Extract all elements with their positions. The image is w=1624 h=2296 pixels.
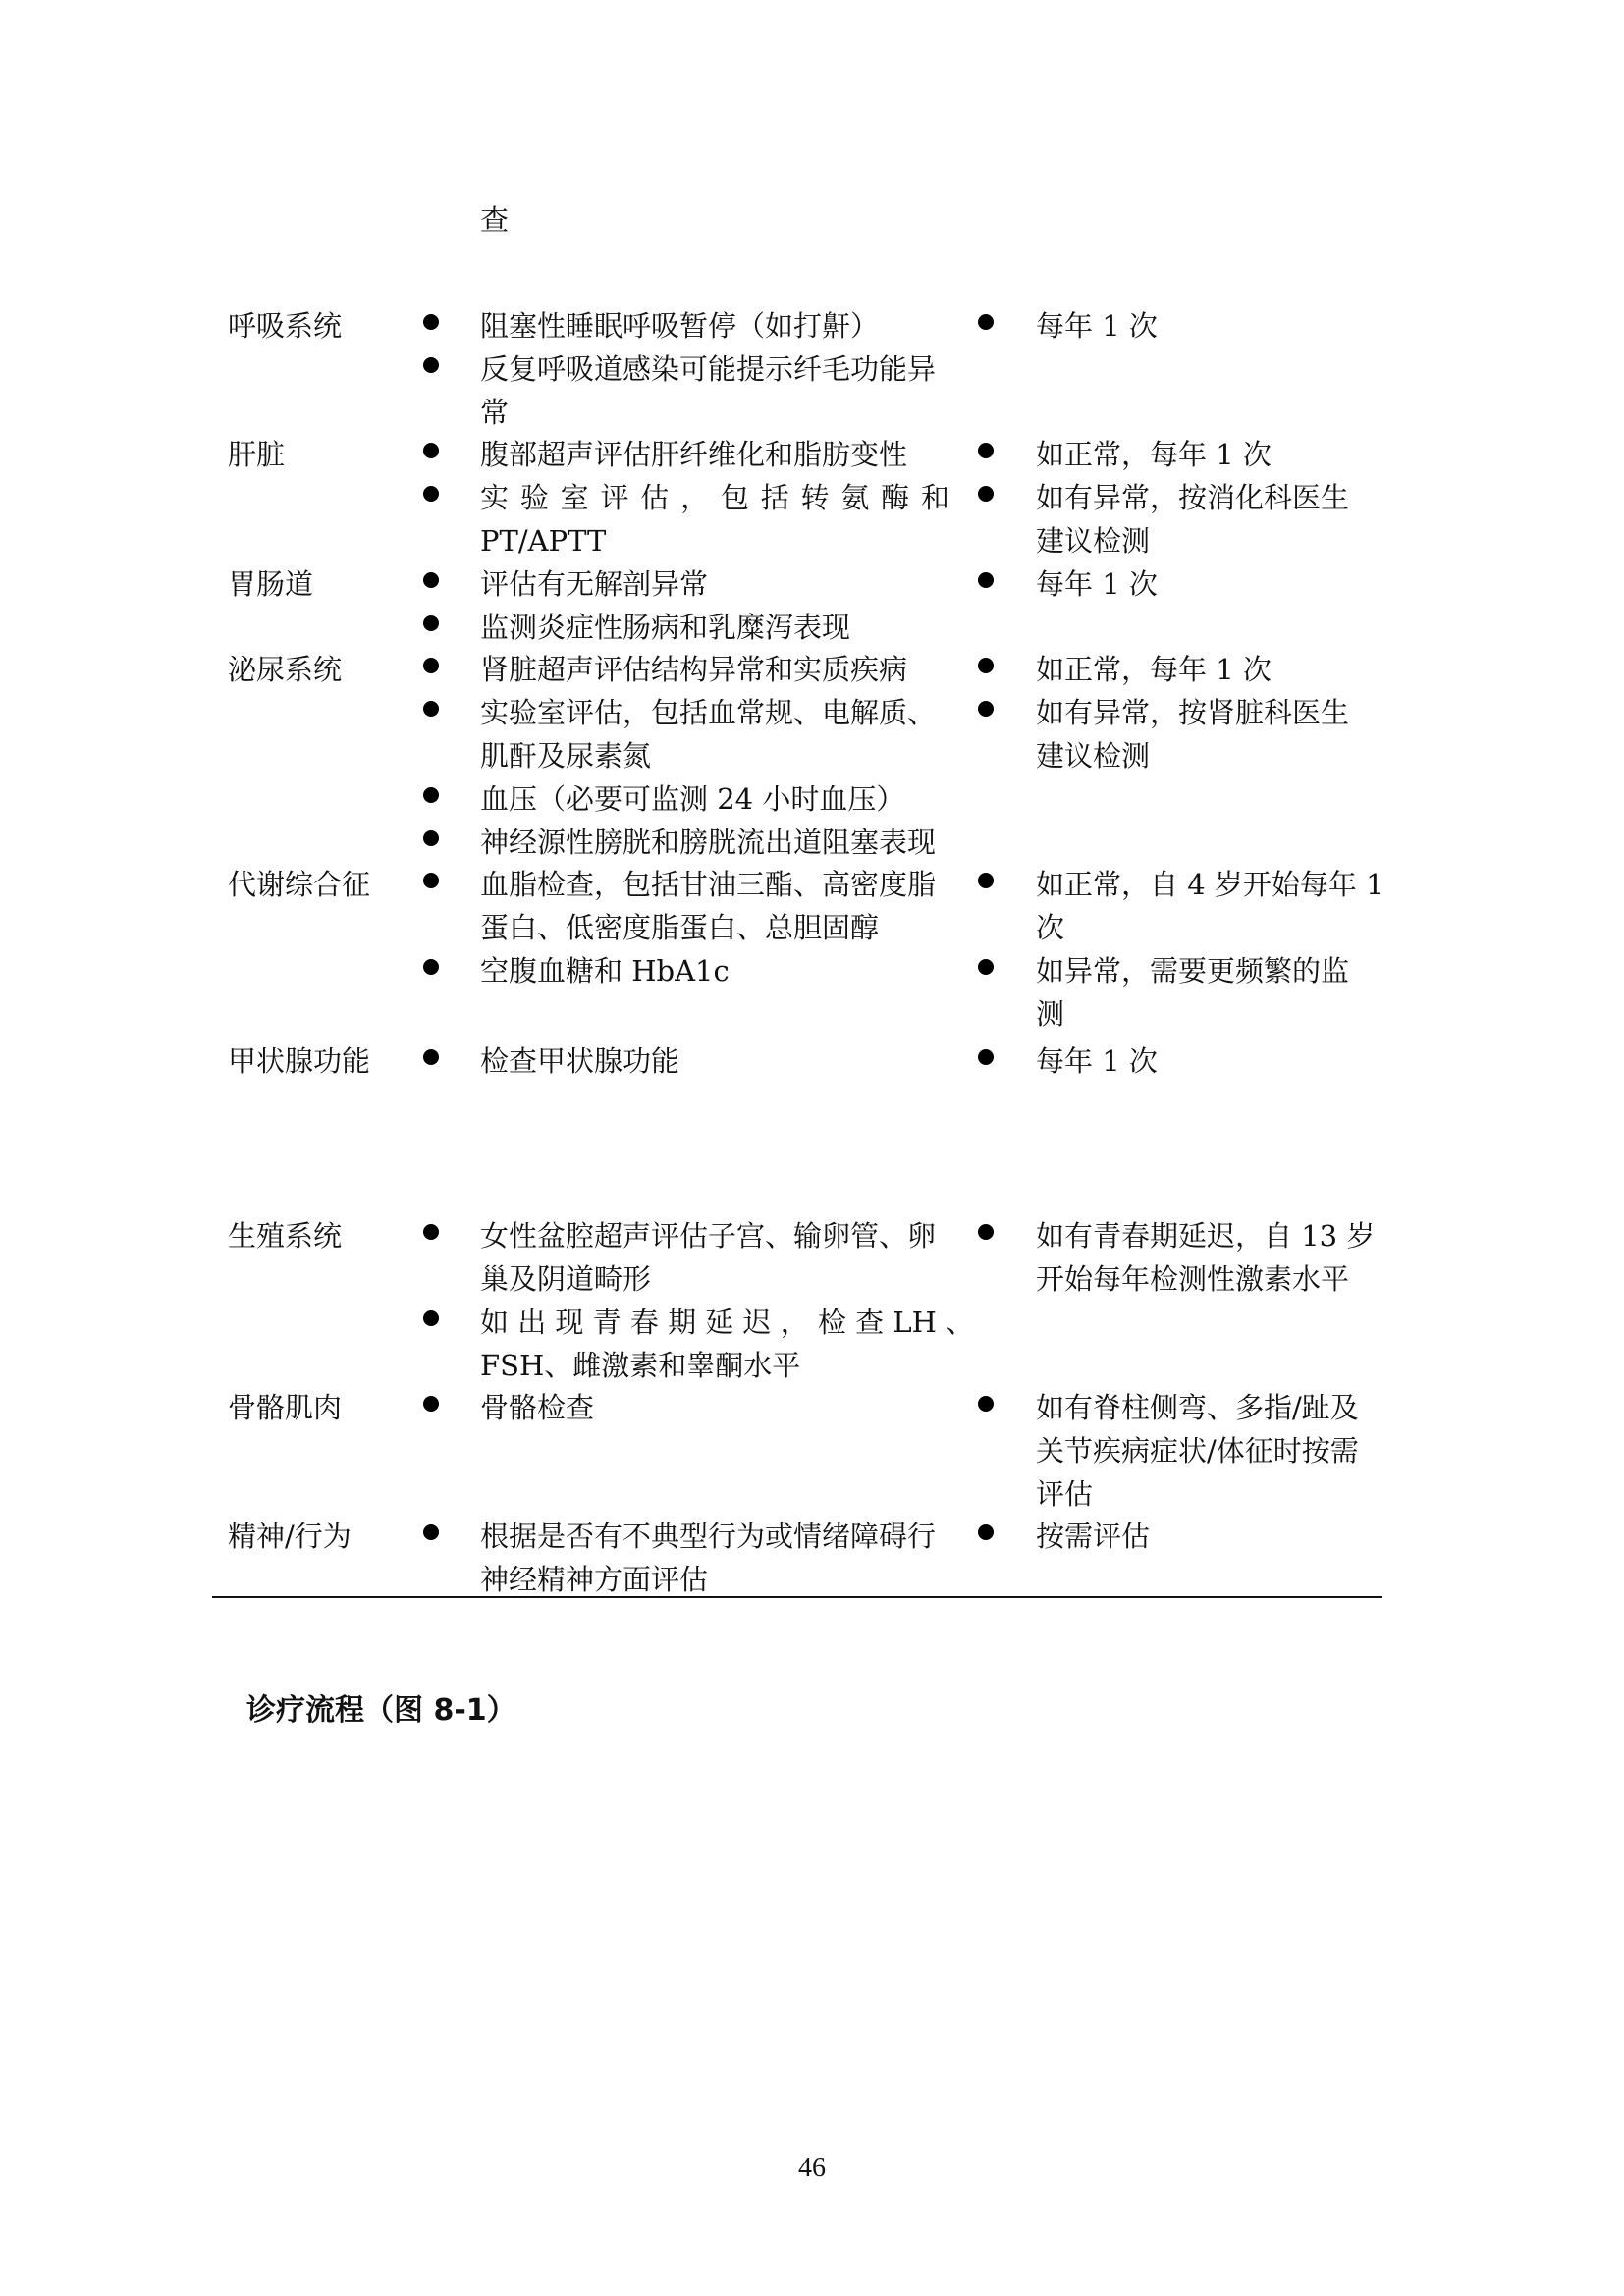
bullet — [423, 615, 439, 631]
frequency-text: 评估 — [1036, 1477, 1094, 1511]
justified-line: 如 出 现 青 春 期 延 迟 ， 检 查 LH 、 — [480, 1306, 975, 1339]
item-text: 蛋白、低密度脂蛋白、总胆固醇 — [480, 911, 880, 944]
item-text: 巢及阴道畸形 — [480, 1262, 652, 1296]
bullet — [978, 1396, 994, 1412]
item-text: 空腹血糖和 HbA1c — [480, 954, 730, 988]
frequency-text: 如异常，需要更频繁的监 — [1036, 954, 1350, 988]
category-respiratory: 呼吸系统 — [228, 309, 343, 343]
item-text: 监测炎症性肠病和乳糜泻表现 — [480, 611, 851, 644]
frequency-text: 如有异常，按消化科医生 — [1036, 481, 1350, 514]
justified-line: 实 验 室 评 估 ， 包 括 转 氨 酶 和 — [480, 481, 949, 514]
bullet — [423, 787, 439, 803]
frequency-text: 每年 1 次 — [1036, 1044, 1158, 1078]
frequency-text: 如有脊柱侧弯、多指/趾及 — [1036, 1391, 1359, 1424]
bullet — [423, 701, 439, 717]
category-thyroid: 甲状腺功能 — [228, 1044, 371, 1078]
bullet — [978, 1524, 994, 1540]
bullet — [423, 486, 439, 502]
category-urinary: 泌尿系统 — [228, 653, 343, 686]
item-text: 血脂检查，包括甘油三酯、高密度脂 — [480, 868, 937, 901]
item-text: 腹部超声评估肝纤维化和脂肪变性 — [480, 438, 908, 471]
bullet — [978, 873, 994, 888]
bullet — [423, 443, 439, 458]
bullet — [978, 572, 994, 588]
item-text: 检查甲状腺功能 — [480, 1044, 680, 1078]
bullet — [423, 1049, 439, 1065]
bullet — [978, 1049, 994, 1065]
category-musculoskeletal: 骨骼肌肉 — [228, 1391, 343, 1424]
bullet — [978, 486, 994, 502]
bullet — [423, 830, 439, 846]
item-text: 神经源性膀胱和膀胱流出道阻塞表现 — [480, 826, 937, 859]
bullet — [978, 959, 994, 975]
continued-text: 查 — [480, 203, 510, 237]
item-text: 反复呼吸道感染可能提示纤毛功能异 — [480, 352, 937, 386]
bullet — [423, 658, 439, 673]
bullet — [423, 572, 439, 588]
bullet — [423, 357, 439, 373]
frequency-text: 如正常，每年 1 次 — [1036, 438, 1272, 471]
frequency-text: 开始每年检测性激素水平 — [1036, 1262, 1350, 1296]
item-text: 阻塞性睡眠呼吸暂停（如打鼾） — [480, 309, 880, 343]
category-gastrointestinal: 胃肠道 — [228, 567, 314, 601]
frequency-text: 如正常，自 4 岁开始每年 1 — [1036, 868, 1384, 901]
item-text: 血压（必要可监测 24 小时血压） — [480, 782, 905, 816]
item-text: 肌酐及尿素氮 — [480, 739, 652, 773]
bullet — [423, 959, 439, 975]
page-number: 46 — [798, 2153, 826, 2183]
item-text: 女性盆腔超声评估子宫、输卵管、卵 — [480, 1219, 937, 1253]
category-metabolic-syndrome: 代谢综合征 — [228, 868, 371, 901]
frequency-text: 每年 1 次 — [1036, 567, 1158, 601]
bullet — [423, 1524, 439, 1540]
bullet — [423, 1310, 439, 1326]
category-reproductive: 生殖系统 — [228, 1219, 343, 1253]
item-text — [480, 476, 949, 519]
frequency-text: 次 — [1036, 911, 1065, 944]
category-liver: 肝脏 — [228, 438, 286, 471]
bullet — [978, 314, 994, 330]
bullet — [423, 873, 439, 888]
bullet — [978, 1224, 994, 1240]
item-text: 骨骼检查 — [480, 1391, 595, 1424]
item-text: PT/APTT — [480, 524, 607, 558]
frequency-text: 如正常，每年 1 次 — [1036, 653, 1272, 686]
item-text: FSH、雌激素和睾酮水平 — [480, 1349, 801, 1382]
frequency-text: 如有青春期延迟，自 13 岁 — [1036, 1219, 1376, 1253]
bullet — [978, 701, 994, 717]
table-bottom-rule — [212, 1596, 1382, 1598]
frequency-text: 如有异常，按肾脏科医生 — [1036, 696, 1350, 729]
category-psychiatric-behavior: 精神/行为 — [228, 1520, 352, 1553]
bullet — [423, 1396, 439, 1412]
frequency-text: 按需评估 — [1036, 1520, 1151, 1553]
item-text: 神经精神方面评估 — [480, 1563, 709, 1596]
bullet — [978, 658, 994, 673]
item-text — [480, 1301, 975, 1344]
frequency-text: 关节疾病症状/体征时按需 — [1036, 1434, 1359, 1468]
frequency-text: 每年 1 次 — [1036, 309, 1158, 343]
item-text: 常 — [480, 396, 510, 429]
item-text: 肾脏超声评估结构异常和实质疾病 — [480, 653, 908, 686]
frequency-text: 建议检测 — [1036, 524, 1151, 558]
item-text: 根据是否有不典型行为或情绪障碍行 — [480, 1520, 937, 1553]
bullet — [423, 1224, 439, 1240]
frequency-text: 建议检测 — [1036, 739, 1151, 773]
item-text: 评估有无解剖异常 — [480, 567, 709, 601]
frequency-text: 测 — [1036, 997, 1065, 1031]
section-heading: 诊疗流程（图 8-1） — [246, 1693, 516, 1728]
item-text: 实验室评估，包括血常规、电解质、 — [480, 696, 937, 729]
bullet — [978, 443, 994, 458]
bullet — [423, 314, 439, 330]
